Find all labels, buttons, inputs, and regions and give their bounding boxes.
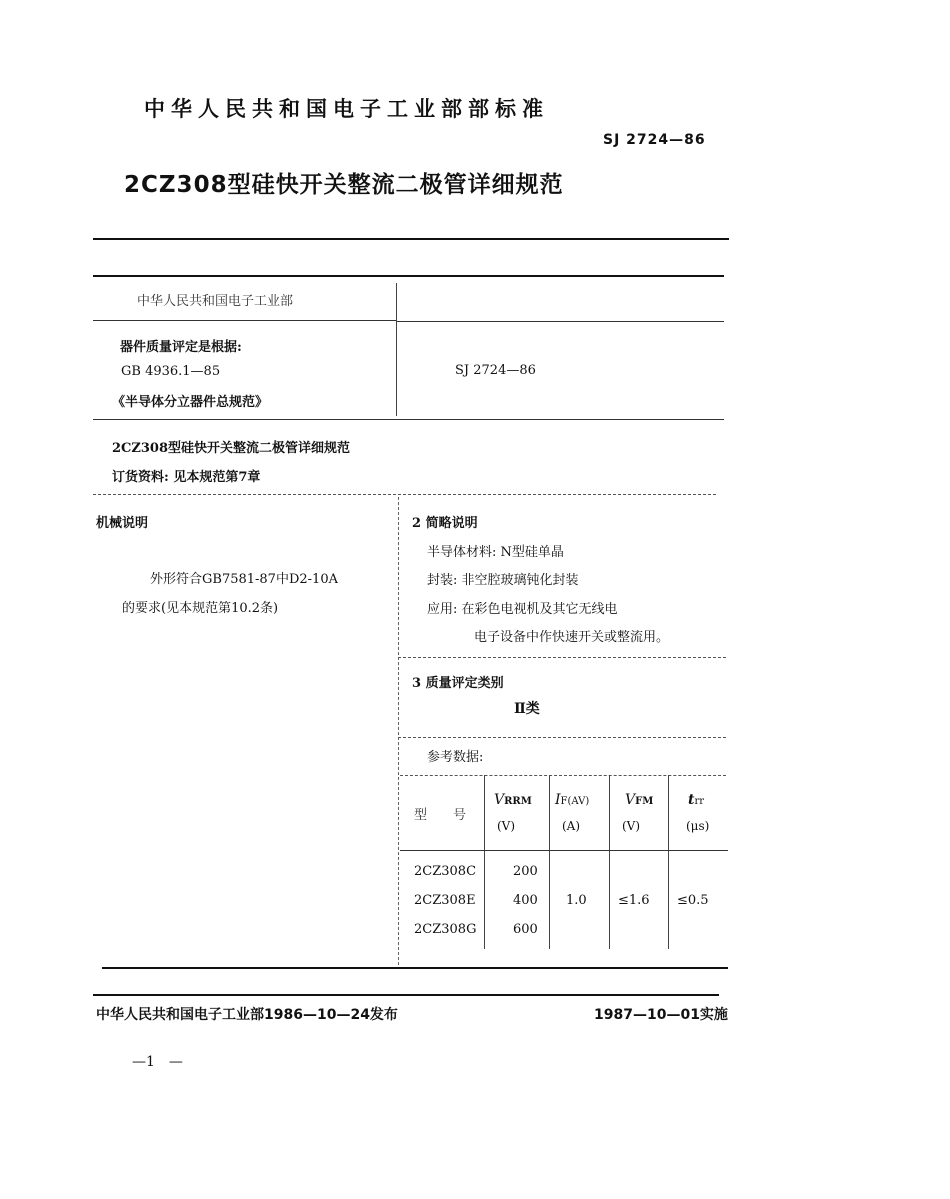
ministry-standard-heading: 中华人民共和国电子工业部部标准 — [144, 97, 549, 121]
document-title: 2CZ308型硅快开关整流二极管详细规范 — [124, 172, 564, 198]
trr-value: ≤0.5 — [677, 893, 709, 908]
effective-date: 1987—10—01实施 — [594, 1007, 728, 1023]
footer-top-rule — [93, 994, 719, 996]
vrrm-subscript: RRM — [504, 796, 532, 807]
table-header-vfm — [625, 789, 653, 808]
table-header-trr — [688, 789, 704, 808]
basis-name: 《半导体分立器件总规范》 — [112, 395, 269, 410]
main-column-divider — [398, 497, 399, 965]
form-top-rule — [93, 275, 724, 277]
basis-label: 器件质量评定是根据: — [120, 340, 242, 355]
table-col-divider — [609, 775, 610, 949]
table-header-model: 型 号 — [414, 808, 467, 823]
section-2-title: 2 简略说明 — [412, 516, 478, 531]
form-mid-rule — [93, 419, 724, 420]
basis-standard: GB 4936.1—85 — [121, 364, 221, 379]
if-value: 1.0 — [566, 893, 587, 908]
reference-divider-rule — [398, 737, 726, 738]
semiconductor-material: 半导体材料: N型硅单晶 — [427, 545, 564, 560]
trr-symbol: t — [688, 792, 695, 808]
issuer-text: 中华人民共和国电子工业部 — [137, 294, 294, 309]
issue-date: 中华人民共和国电子工业部1986—10—24发布 — [96, 1007, 398, 1023]
package-type: 封装: 非空腔玻璃钝化封装 — [427, 573, 579, 588]
vfm-symbol: V — [625, 792, 636, 808]
table-header-rule — [400, 850, 728, 851]
form-row-rule — [93, 320, 396, 321]
if-unit: (A) — [562, 819, 581, 833]
table-col-divider — [549, 775, 550, 949]
table-row-model: 2CZ308C — [414, 864, 477, 879]
table-header-if — [555, 789, 589, 808]
standard-code-box: SJ 2724—86 — [455, 363, 536, 378]
outline-description-line-2: 的要求(见本规范第10.2条) — [122, 601, 279, 616]
page-bottom-rule — [102, 967, 728, 969]
application-line-1: 应用: 在彩色电视机及其它无线电 — [427, 602, 618, 617]
trr-unit: (μs) — [686, 819, 710, 833]
order-info: 订货资料: 见本规范第7章 — [112, 470, 261, 485]
page-number: —1 — — [132, 1054, 183, 1070]
section-divider-rule — [398, 657, 726, 658]
section-1-title: 机械说明 — [96, 516, 149, 531]
section-3-title: 3 质量评定类别 — [412, 676, 504, 691]
if-subscript: F(AV) — [560, 796, 590, 807]
quality-category: Ⅱ类 — [514, 701, 540, 717]
table-row-vrrm: 200 — [513, 864, 538, 879]
if-symbol: I — [555, 792, 561, 808]
standard-code: SJ 2724—86 — [603, 132, 706, 148]
reference-data-label: 参考数据: — [427, 750, 484, 765]
table-row-model: 2CZ308G — [414, 922, 477, 937]
spec-title: 2CZ308型硅快开关整流二极管详细规范 — [112, 441, 351, 456]
form-row-rule-right — [396, 321, 724, 322]
vrrm-symbol: V — [494, 792, 505, 808]
form-column-divider — [396, 283, 397, 416]
vfm-value: ≤1.6 — [618, 893, 650, 908]
table-col-divider — [668, 775, 669, 949]
header-rule — [93, 238, 729, 240]
table-row-model: 2CZ308E — [414, 893, 476, 908]
form-bottom-rule — [93, 494, 716, 495]
vfm-unit: (V) — [622, 819, 641, 833]
table-col-divider — [484, 775, 485, 949]
vfm-subscript: FM — [635, 796, 654, 807]
trr-subscript: rr — [694, 796, 705, 807]
table-header-vrrm — [494, 789, 532, 808]
outline-description-line-1: 外形符合GB7581-87中D2-10A — [150, 572, 338, 587]
table-row-vrrm: 400 — [513, 893, 538, 908]
table-row-vrrm: 600 — [513, 922, 538, 937]
application-line-2: 电子设备中作快速开关或整流用。 — [474, 630, 670, 645]
table-top-rule — [400, 775, 726, 776]
vrrm-unit: (V) — [497, 819, 516, 833]
